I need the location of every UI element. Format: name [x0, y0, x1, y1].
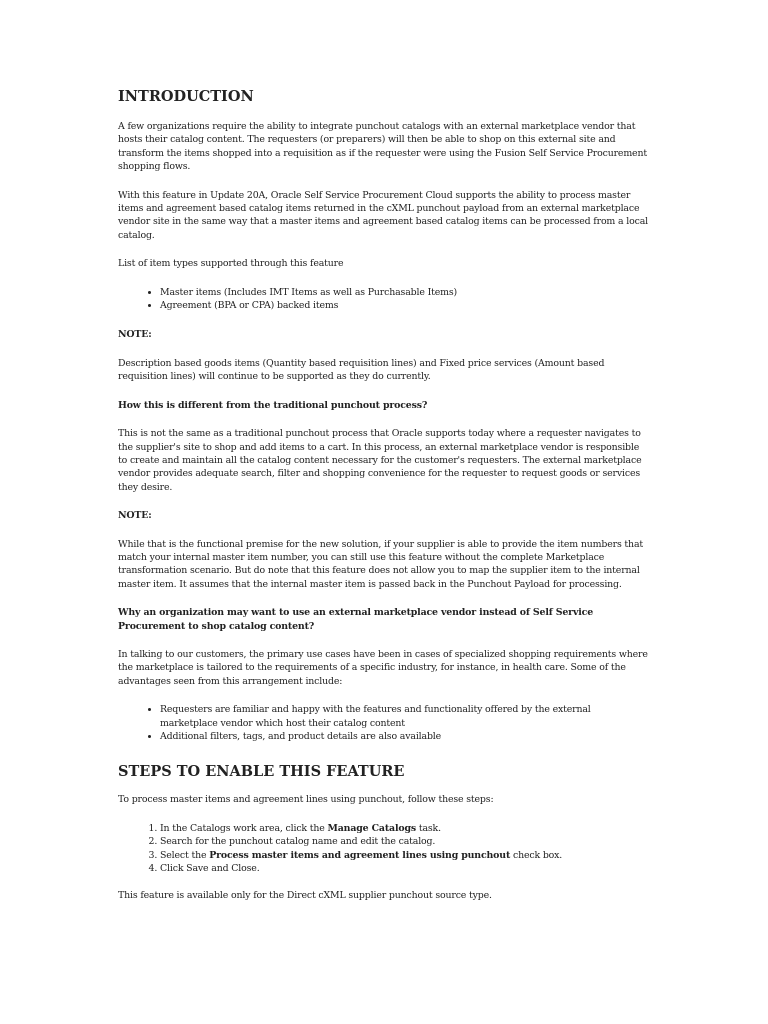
note-text-2: While that is the functional premise for the new solution, if your supplier is able to provide the item numbers that match your internal master item number, you can still use this feature without the complete Marketplace transformation scenario. But do note that this feature does not allow you to map the supplier item to the internal master item. It assumes that the internal master item is passed back in the Punchout Payload for processing. [118, 538, 643, 590]
step-text: In the Catalogs work area, click the [160, 822, 328, 834]
list-item: • Additional filters, tags, and product details are also available [160, 730, 650, 743]
step-item: 4. Click Save and Close. [160, 862, 650, 875]
introduction-heading: INTRODUCTION [118, 88, 254, 105]
step-item: 2. Search for the punchout catalog name and edit the catalog. [160, 835, 650, 848]
note-text-1: Description based goods items (Quantity based requisition lines) and Fixed price services (Amount based requisition lines) will continue to be supported as they do currently. [118, 357, 605, 383]
list-item: • Master items (Includes IMT Items as well as Purchasable Items) [160, 286, 650, 299]
list-item: • Requesters are familiar and happy with the features and functionality offered by the external marketplace vendor which host their catalog content [160, 703, 650, 730]
steps-heading: STEPS TO ENABLE THIS FEATURE [118, 763, 405, 781]
intro-paragraph-2: With this feature in Update 20A, Oracle Self Service Procurement Cloud supports the ability to process master items and agreement based catalog items returned in the cXML punchout payload from an external marketplace vendor site in the same way that a master items and agreement based catalog items can be processed from a local catalog. [118, 189, 649, 241]
answer-paragraph-2: In talking to our customers, the primary use cases have been in cases of specialized shopping requirements where the marketplace is tailored to the requirements of a specific industry, for instance, in health care. Some of the advantages seen from this arrangement include: [118, 648, 648, 687]
steps-intro: To process master items and agreement lines using punchout, follow these steps: [118, 794, 494, 806]
step-item [160, 849, 650, 862]
question-heading-2: Why an organization may want to use an external marketplace vendor instead of Self Service Procurement to shop catalog content? [118, 607, 594, 632]
intro-paragraph-1: A few organizations require the ability to integrate punchout catalogs with an external marketplace vendor that hosts their catalog content. The requesters (or preparers) will then be able to shop on this external site and transform the items shopped into a requisition as if the requester were using the Fusion Self Service Procurement shopping flows. [118, 121, 647, 173]
answer-paragraph-1: This is not the same as a traditional punchout process that Oracle supports today where a requester navigates to the supplier's site to shop and add items to a cart. In this process, an external marketplace vendor is responsible to create and maintain all the catalog content necessary for the customer's requesters. The external marketplace vendor provides adequate search, filter and shopping convenience for the requester to request goods or services they desire. [118, 428, 642, 493]
list-item: • Agreement (BPA or CPA) backed items [160, 299, 650, 312]
item-types-list [118, 286, 650, 313]
note-label-2: NOTE: [118, 510, 152, 522]
step-text: task. [416, 822, 441, 834]
step-text: Select the [160, 849, 210, 861]
note-label-1: NOTE: [118, 329, 152, 341]
footer-note: This feature is available only for the Direct cXML supplier punchout source type. [118, 890, 492, 902]
document-content [118, 88, 650, 918]
step-item [160, 822, 650, 835]
item-types-intro: List of item types supported through this feature [118, 258, 344, 270]
question-heading-1: How this is different from the traditional punchout process? [118, 399, 428, 411]
step-emphasis: Process master items and agreement lines using punchout [209, 849, 511, 861]
advantages-list [118, 703, 650, 743]
steps-list [118, 822, 650, 876]
step-text: check box. [510, 849, 563, 861]
step-emphasis: Manage Catalogs [327, 822, 416, 834]
